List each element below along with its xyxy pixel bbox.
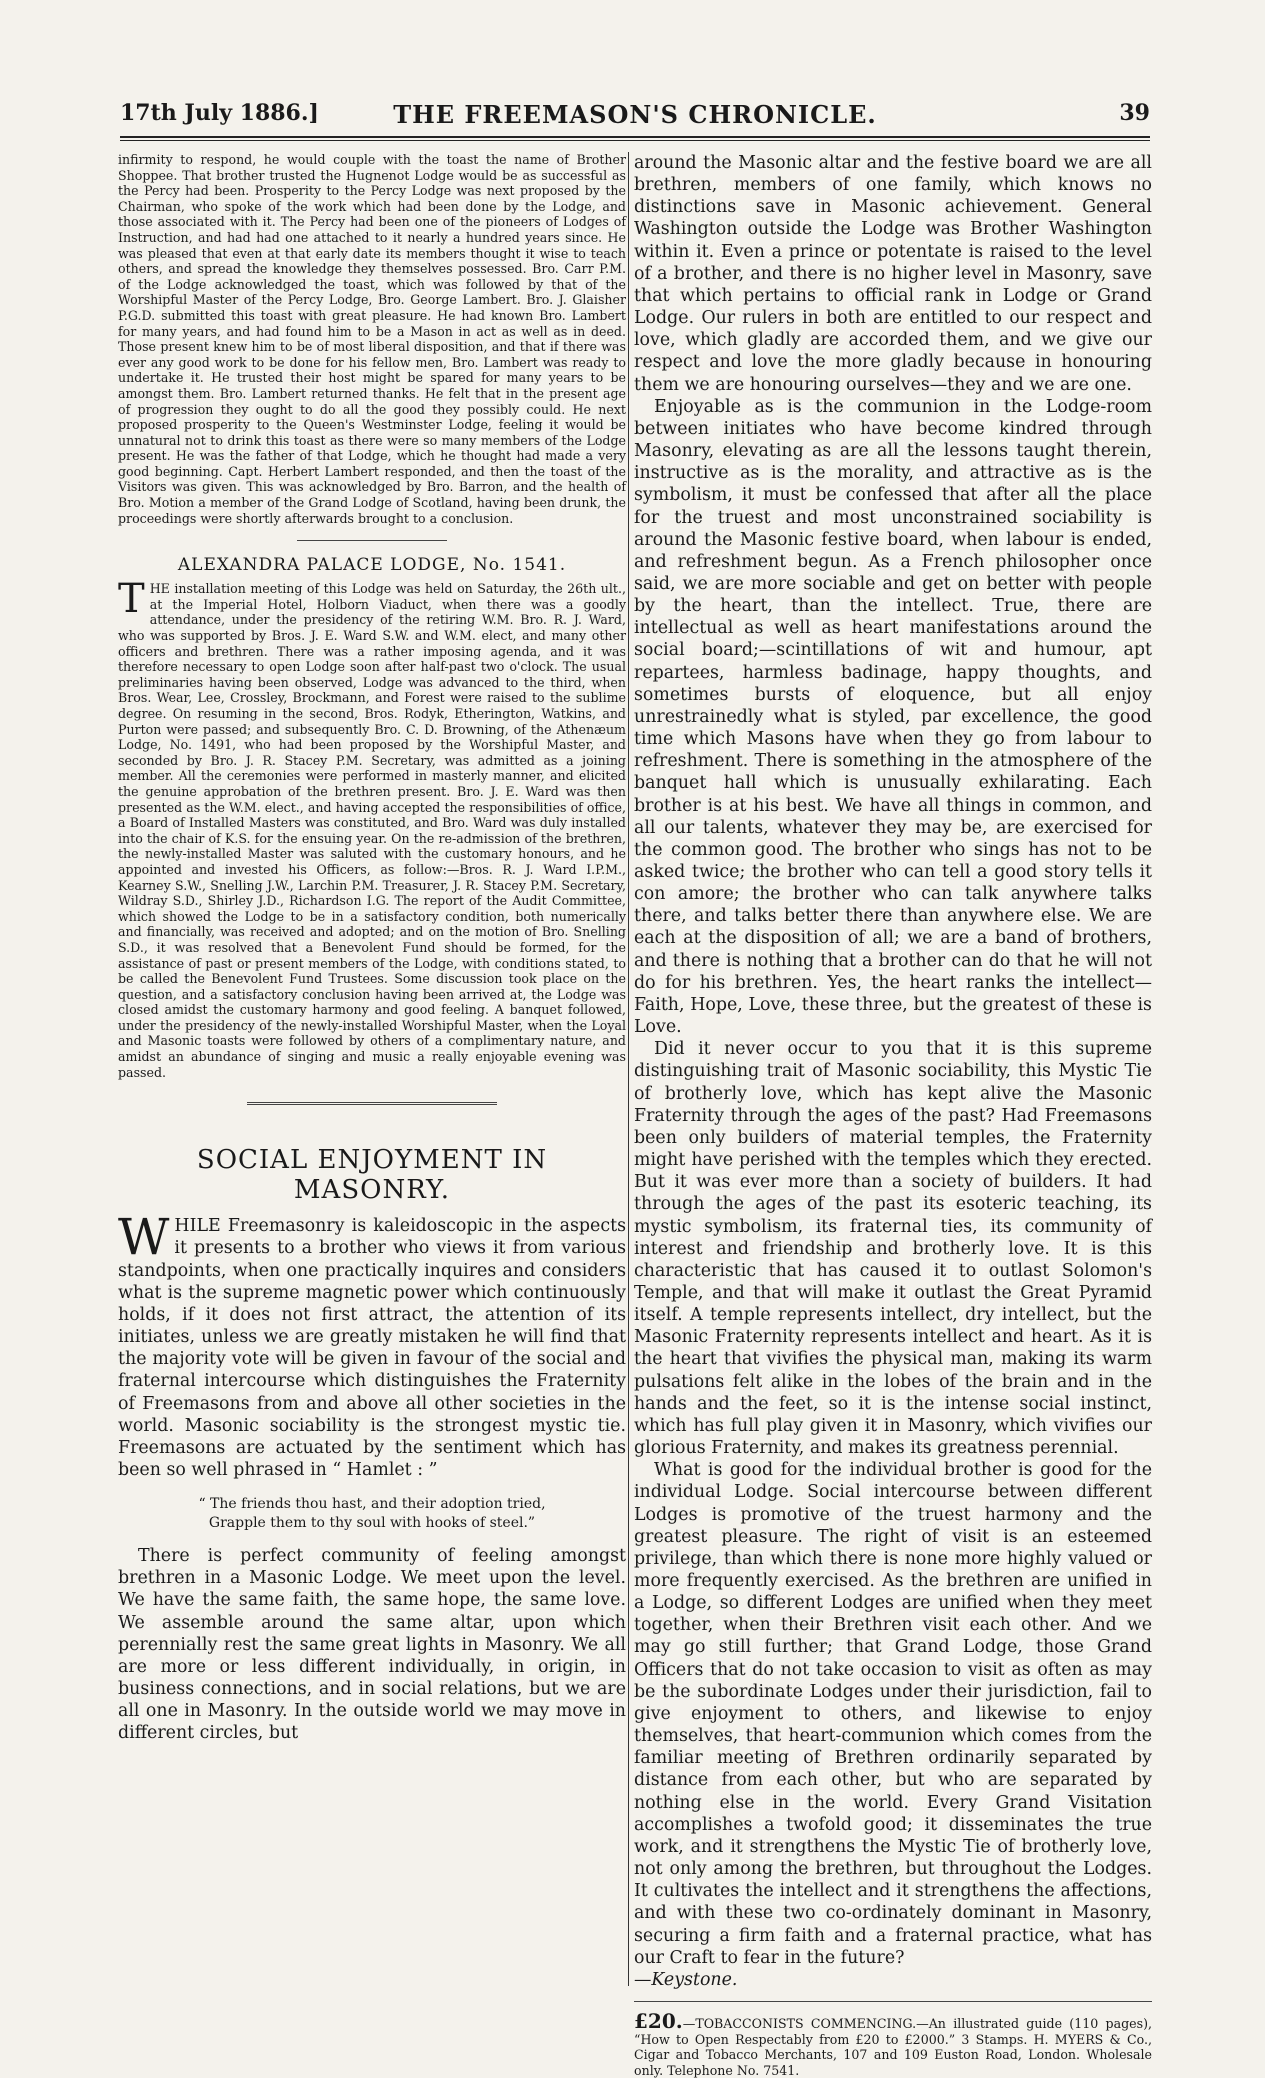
drop-cap: W [118, 1208, 170, 1267]
article-heading: SOCIAL ENJOYMENT IN MASONRY. [196, 1145, 548, 1206]
article-paragraph: HILE Freemasonry is kaleidoscopic in the aspects it presents to a brother who views it from various standpoints, when one practically inquires and considers what is the supreme magnetic power which continuously holds, if it does not first attract, the attention of its initiates, unless we are greatly mistaken he will find that the majority vote will be given in favour of the social and fraternal intercourse which distinguishes the Fraternity of Freemasons from and above all other societies in the world. Masonic sociability is the strongest mystic tie. Freemasons are actuated by the sentiment which has been so well phrased in “ Hamlet : ” [118, 1216, 626, 1480]
article-paragraph: HE installation meeting of this Lodge was held on Saturday, the 26th ult., at the Imperial Hotel, Holborn Viaduct, when there was a goodly attendance, under the presidency of the retiring W.M. Bro. R. J. Ward, who was supported by Bros. J. E. Ward S.W. and W.M. elect, and many other officers and brethren. There was a rather imposing agenda, and it was therefore necessary to open Lodge soon after half-past two o'clock. The usual preliminaries having been observed, Lodge was advanced to the third, when Bros. Wear, Lee, Crossley, Brockmann, and Forest were raised to the sublime degree. On resuming in the second, Bros. Rodyk, Etherington, Watkins, and Purton were passed; and subsequently Bro. C. D. Browning, of the Athenæum Lodge, No. 1491, who had been proposed by the Worshipful Master, and seconded by Bro. J. R. Stacey P.M. Secretary, was admitted as a joining member. All the ceremonies were performed in masterly manner, and elicited the genuine approbation of the brethren present. Bro. J. E. Ward was then presented as the W.M. elect., and having accepted the responsibilities of office, a Board of Installed Masters was constituted, and Bro. Ward was duly installed into the chair of K.S. for the ensuing year. On the re-admission of the brethren, the newly-installed Master was saluted with the customary honours, and he appointed and invested his Officers, as follow:—Bros. R. J. Ward I.P.M., Kearney S.W., Snelling J.W., Larchin P.M. Treasurer, J. R. Stacey P.M. Secretary, Wildray S.D., Shirley J.D., Richardson I.G. The report of the Audit Committee, which showed the Lodge to be in a satisfactory condition, both numerically and financially, was received and adopted; and on the motion of Bro. Snelling S.D., it was resolved that a Benevolent Fund should be formed, for the assistance of past or present members of the Lodge, with conditions stated, to be called the Benevolent Fund Trustees. Some discussion took place on the question, and a satisfactory conclusion having been arrived at, the Lodge was closed amidst the customary harmony and good feeling. A banquet followed, under the presidency of the newly-installed Worshipful Master, when the Loyal and Masonic toasts were followed by others of a complimentary nature, and amidst an abundance of singing and music a really enjoyable evening was passed. [118, 581, 626, 1080]
section-divider [297, 540, 447, 541]
article-paragraph: What is good for the individual brother is good for the individual Lodge. Social intercourse between different Lodges is promotive of the truest harmony and the greatest pleasure. The right of visit is an esteemed privilege, than which there is none more highly valued or more frequently exercised. As the brethren are unified in a Lodge, so different Lodges are unified when they meet together, when their Brethren visit each other. And we may go still further; that Grand Lodge, those Grand Officers that do not take occasion to visit as often as may be the subordinate Lodges under their jurisdiction, fail to give enjoyment to others, and likewise to enjoy themselves, that heart-communion which comes from the familiar meeting of Brethren ordinarily separated by distance from each other, but who are separated by nothing else in the world. Every Grand Visitation accomplishes a twofold good; it disseminates the true work, and it strengthens the Mystic Tie of brotherly love, not only among the brethren, but throughout the Lodges. It cultivates the intellect and it strengthens the affections, and with these two co-ordinately dominant in Masonry, securing a firm faith and a fraternal practice, what has our Craft to fear in the future? [634, 1460, 1152, 1968]
lodge-report-heading: ALEXANDRA PALACE LODGE, No. 1541. [177, 555, 567, 576]
issue-date: 17th July 1886.] [120, 100, 319, 126]
article-continuation [634, 152, 1152, 1991]
article-paragraph: There is perfect community of feeling amongst brethren in a Masonic Lodge. We meet upon the level. We have the same faith, the same hope, the same love. We assemble around the same altar, upon which perennially rest the same great lights in Masonry. We all are more or less different individually, in origin, in business connections, and in social relations, but we are all one in Masonry. In the outside world we may move in different circles, but [118, 1546, 626, 1744]
article-paragraph: Did it never occur to you that it is this supreme distinguishing trait of Masonic sociability, this Mystic Tie of brotherly love, which has kept alive the Masonic Fraternity through the ages of the past? Had Freemasons been only builders of material temples, the Fraternity might have perished with the temples which they erected. But it was ever more than a society of builders. It had through the ages of the past its esoteric teaching, its mystic symbolism, its fraternal ties, its community of interest and friendship and brotherly love. It is this characteristic that has caused it to outlast Solomon's Temple, and that will make it outlast the Great Pyramid itself. A temple represents intellect, dry intellect, but the Masonic Fraternity represents intellect and heart. As it is the heart that vivifies the physical man, making its warm pulsations felt alike in the lobes of the brain and in the hands and the feet, so it is the intense social instinct, which has full play given it in Masonry, which vivifies our glorious Fraternity, and makes its greatness perennial. [634, 1039, 1152, 1459]
article-paragraph: Enjoyable as is the communion in the Lodge-room between initiates who have become kindred through Masonry, elevating as are all the lessons taught therein, instructive as is the morality, and attractive as is the symbolism, it must be confessed that after all the place for the truest and most unconstrained sociability is around the Masonic festive board, when labour is ended, and refreshment begun. As a French philosopher once said, we are more sociable and get on better with people by the heart, than the intellect. True, there are intellectual as well as heart manifestations around the social board;—scintillations of wit and humour, apt repartees, harmless badinage, happy thoughts, and sometimes bursts of eloquence, but all enjoy unrestrainedly what is styled, par excellence, the good time which Masons have when they go from labour to refreshment. There is something in the atmosphere of the banquet hall which is unusually exhilarating. Each brother is at his best. We have all things in common, and all our talents, whatever they may be, are exercised for the common good. The brother who sings has not to be asked twice; the brother who can tell a good story tells it con amore; the brother who can talk anywhere talks there, and talks better there than anywhere else. We are each at the disposition of all; we are a band of brothers, and there is nothing that a brother can do that he will not do for his brethren. Yes, the heart ranks the intellect—Faith, Hope, Love, these three, but the greatest of these is Love. [634, 396, 1152, 1038]
advertisement-rule [634, 2001, 1152, 2002]
left-column [118, 152, 626, 1745]
masthead-rule [120, 136, 1150, 141]
drop-cap: T [118, 576, 145, 623]
article-paragraph: infirmity to respond, he would couple with the toast the name of Brother Shoppee. That brother trusted the Hugnenot Lodge would be as successful as the Percy had been. Prosperity to the Percy Lodge was next proposed by the Chairman, who spoke of the work which had been done by the Lodge, and those associated with it. The Percy had been one of the pioneers of Lodges of Instruction, and had had one attached to it nearly a hundred years since. He was pleased that even at that early date its members thought it wise to teach others, and spread the knowledge they themselves possessed. Bro. Carr P.M. of the Lodge acknowledged the toast, which was followed by that of the Worshipful Master of the Percy Lodge, Bro. George Lambert. Bro. J. Glaisher P.G.D. submitted this toast with great pleasure. He had known Bro. Lambert for many years, and had found him to be a Mason in act as well as in deed. Those present knew him to be of most liberal disposition, and that if there was ever any good work to be done for his fellow men, Bro. Lambert was ready to undertake it. He trusted their host might be spared for many years to be amongst them. Bro. Lambert returned thanks. He felt that in the present age of progression they ought to do all the good they possibly could. He next proposed prosperity to the Queen's Westminster Lodge, feeling it would be unnatural not to drink this toast as there were so many members of the Lodge present. He was the father of that Lodge, which he thought had made a very good beginning. Capt. Herbert Lambert responded, and then the toast of the Visitors was given. This was acknowledged by Bro. Barron, and the health of Bro. Motion a member of the Grand Lodge of Scotland, having been drunk, the proceedings were shortly afterwards brought to a conclusion. [118, 152, 626, 526]
article-signature: —Keystone. [634, 1969, 738, 1990]
article-paragraph: around the Masonic altar and the festive board we are all brethren, members of one family, which knows no distinctions save in Masonic achievement. General Washington outside the Lodge was Brother Washington within it. Even a prince or potentate is raised to the level of a brother, and there is no higher level in Masonry, save that which pertains to official rank in Lodge or Grand Lodge. Our rulers in both are entitled to our respect and love, which gladly are accorded them, and we give our respect and love the more gladly because in honouring them we are honouring ourselves—they and we are one. [634, 153, 1152, 395]
column-divider [628, 152, 629, 1986]
right-column [634, 152, 1152, 2078]
continued-article [118, 152, 626, 526]
hamlet-quotation [118, 1495, 626, 1533]
section-divider [247, 1102, 497, 1105]
page-number: 39 [1119, 100, 1150, 126]
quotation-line: “ The friends thou hast, and their adoption tried, [198, 1496, 546, 1513]
lodge-report-body [118, 576, 626, 1080]
advertisement-price: £20. [634, 2008, 683, 2033]
article-body [118, 1208, 626, 1744]
masthead [120, 100, 1150, 136]
advertisement-text: —TOBACCONISTS COMMENCING.—An illustrated guide (110 pages), “How to Open Respectably from £20 to £2000.” 3 Stamps. H. MYERS & Co., Cigar and Tobacco Merchants, 107 and 109 Euston Road, London. Wholesale only. Telephone No. 7541. [634, 2015, 1152, 2078]
publication-title: THE FREEMASON'S CHRONICLE. [393, 100, 877, 129]
quotation-line: Grapple them to thy soul with hooks of steel.” [208, 1515, 536, 1532]
